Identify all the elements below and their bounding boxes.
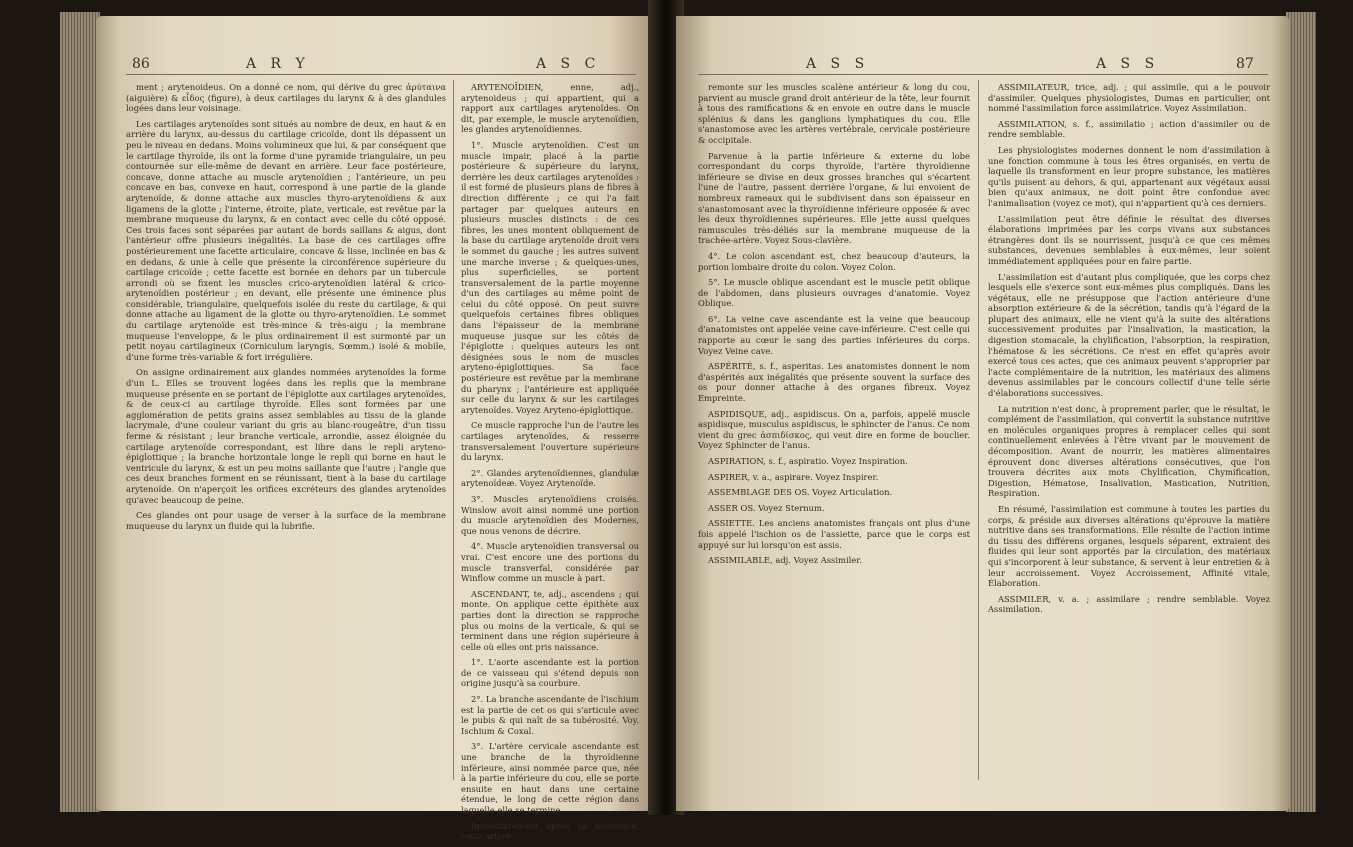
paragraph: ASCENDANT, te, adj., ascendens ; qui monte. On applique cette épithète aux parties dont la direction se rapproche plus ou moins de la verticale, & qui se terminent dans une région supérieure à celle où elles ont pris naissance. [461, 588, 639, 652]
paragraph: Immédiatement après sa naissance, cette artère [461, 820, 639, 842]
paragraph: ment ; arytenoideus. On a donné ce nom, qui dérive du grec ἀρύταινα (aiguière) & εἶδος (figure), à deux cartilages du larynx & à des glandules logées dans leur voisinage. [126, 82, 446, 114]
paragraph: En résumé, l'assimilation est commune à toutes les parties du corps, & préside aux diverses altérations qu'éprouve la matière nutritive dans ses transformations. Elle résulte de l'action intime du tissu des différens organes, lesquels séparent, extraient des fluides qui leur sont apportés par la circulation, des matériaux qui s'incorporent à leur substance, & servent à leur entretien & à leur accroissement. Voyez Accroissement, Affinité vitale, Élaboration. [988, 503, 1270, 589]
right-head-word-2: A S S [1096, 56, 1160, 72]
paragraph: Les cartilages arytenoïdes sont situés au nombre de deux, en haut & en arrière du larynx, au-dessus du cartilage cricoïde, dont ils dépassent un peu le niveau en dedans. Moins volumineux que lui, & par conséquent que le cartilage thyroïde, ils ont la forme d'une pyramide triangulaire, un peu contournée sur elle-même de devant en arrière. Leur face postérieure, concave, donne attache au muscle arytenoïdien ; l'antérieure, un peu concave en bas, convexe en haut, correspond à une partie de la glande arytenoïde, & donne attache aux muscles thyro-arytenoïdiens & aux ligamens de la glotte ; l'interne, étroite, plate, verticale, est revêtue par la membrane muqueuse du larynx, & en contact avec celle du côté opposé. Ces trois faces sont séparées par autant de bords saillans & aigus, dont l'antérieur offre plusieurs inégalités. La base de ces cartilages offre postérieurement une facette articulaire, concave & lisse, inclinée en bas & en dedans, & unie à celle que présente la circonférence supérieure du cartilage cricoïde ; cette facette est bornée en dehors par un tubercule arrondi où se fixent les muscles crico-arytenoïdien latéral & crico-arytenoïdien postérieur ; en devant, elle présente une éminence plus considérable, triangulaire, quelquefois isolée du reste du cartilage, & qui donne attache au ligament de la glotte ou thyro-arytenoïdien. Le sommet du cartilage arytenoïde est très-mince & très-aigu ; la membrane muqueuse l'enveloppe, & le plus ordinairement il est surmonté par un petit noyau cartilagineux (Corniculum laryngis, Sœmm.) isolé & mobile, d'une forme très-variable & fort irrégulière. [126, 118, 446, 362]
left-column-2 [461, 82, 639, 847]
paragraph: ARYTENOÏDIEN, enne, adj., arytenoideus ; qui appartient, qui a rapport aux cartilages arytenoïdes. On dit, par exemple, le muscle arytenoïdien, les glandes arytenoïdiennes. [461, 82, 639, 135]
paragraph: ASSIMILER, v. a. ; assimilare ; rendre semblable. Voyez Assimilation. [988, 593, 1270, 615]
paragraph: 2°. Glandes arytenoïdiennes, glandulæ arytenoïdeæ. Voyez Arytenoïde. [461, 467, 639, 489]
right-column-rule [978, 80, 979, 780]
left-page-number: 86 [132, 56, 150, 72]
paragraph: 5°. Le muscle oblique ascendant est le muscle petit oblique de l'abdomen, dans plusieurs ouvrages d'anatomie. Voyez Oblique. [698, 277, 970, 309]
paragraph: Ces glandes ont pour usage de verser à la surface de la membrane muqueuse du larynx un fluide qui la lubrifie. [126, 510, 446, 531]
left-head-word-1: A R Y [246, 56, 310, 72]
right-column-2 [988, 82, 1270, 620]
left-column-rule [453, 80, 454, 780]
paragraph: remonte sur les muscles scalène antérieur & long du cou, parvient au muscle grand droit antérieur de la tête, leur fournit à tous des ramifications & en envoie en outre dans le muscle splénius & dans les ganglions lymphatiques du cou. Elle s'anastomose avec les artères vertébrale, cervicale postérieure & occipitale. [698, 82, 970, 145]
paragraph: ASPIDISQUE, adj., aspidiscus. On a, parfois, appelé muscle aspidisque, musculus aspidiscus, le sphincter de l'anus. Ce nom vient du grec ἀσπιδίσκος, qui veut dire en forme de bouclier. Voyez Sphincter de l'anus. [698, 408, 970, 451]
paragraph: 1°. L'aorte ascendante est la portion de ce vaisseau qui s'étend depuis son origine jusqu'à sa courbure. [461, 657, 639, 689]
paragraph: Les physiologistes modernes donnent le nom d'assimilation à une fonction commune à tous les êtres organisés, en vertu de laquelle ils transforment en leur propre substance, les matières qu'ils puisent au dehors, & qui, appartenant aux végétaux aussi bien qu'aux animaux, ne doit point être confondue avec l'animalisation (voyez ce mot), qui n'appartient qu'à ces derniers. [988, 144, 1270, 208]
right-column-1 [698, 82, 970, 571]
paragraph: ASPIRER, v. a., aspirare. Voyez Inspirer. [708, 471, 879, 482]
left-column-1 [126, 82, 446, 536]
paragraph: ASSIMILATEUR, trice, adj. ; qui assimile, qui a le pouvoir d'assimiler. Quelques physiologistes, Dumas en particulier, ont nommé l'assimilation force assimilatrice. Voyez Assimilation. [988, 82, 1270, 114]
paragraph: L'assimilation peut être définie le résultat des diverses élaborations imprimées par les corps vivans aux substances étrangères dont ils se nourrissent, jusqu'à ce que ces mêmes substances, devenues semblables à eux-mêmes, leur soient immédiatement appliquées pour en faire partie. [988, 213, 1270, 266]
paragraph: 2°. La branche ascendante de l'ischium est la partie de cet os qui s'articule avec le pubis & qui naît de sa tubérosité. Voy. Ischium & Coxal. [461, 694, 639, 736]
paragraph: ASSIMILABLE, adj. Voyez Assimiler. [708, 555, 863, 566]
left-head-word-2: A S C [536, 56, 601, 72]
paragraph: Ce muscle rapproche l'un de l'autre les cartilages arytenoïdes, & resserre transversalement l'ouverture supérieure du larynx. [461, 420, 639, 463]
paragraph: 1°. Muscle arytenoïdien. C'est un muscle impair, placé à la partie postérieure & supérieure du larynx, derrière les deux cartilages arytenoïdes : il est formé de plusieurs plans de fibres à direction différente ; ce qui l'a fait partager par quelques auteurs en plusieurs muscles distincts : de ces fibres, les unes montent obliquement de la base du cartilage arytenoïde droit vers le sommet du gauche ; les autres suivent une marche inverse ; & quelques-unes, plus superficielles, se portent transversalement de la partie moyenne d'un des cartilages au même point de celui du côté opposé. On peut suivre quelquefois certaines fibres obliques dans l'épaisseur de la membrane muqueuse jusque sur les côtés de l'épiglotte : quelques auteurs les ont désignées sous le nom de muscles aryteno-épiglottiques. Sa face postérieure est revêtue par la membrane du pharynx ; l'antérieure est appliquée sur celle du larynx & sur les cartilages arytenoïdes. Voyez Aryteno-épiglottique. [461, 139, 639, 415]
paragraph: ASSIETTE. Les anciens anatomistes français ont plus d'une fois appelé l'ischion os de l'assiette, parce que le corps est appuyé sur lui lorsqu'on est assis. [698, 518, 970, 550]
left-head-rule [126, 74, 636, 75]
paragraph: ASPÉRITÉ, s. f., asperitas. Les anatomistes donnent le nom d'aspérités aux inégalités que présente souvent la surface des os pour donner attache à des organes fibreux. Voyez Empreinte. [698, 361, 970, 404]
paragraph: ASSER OS. Voyez Sternum. [708, 502, 825, 513]
right-page-number: 87 [1236, 56, 1254, 72]
paragraph: ASPIRATION, s. f., aspiratio. Voyez Inspiration. [708, 456, 908, 466]
paragraph: 4°. Le colon ascendant est, chez beaucoup d'auteurs, la portion lombaire droite du colon. Voyez Colon. [698, 250, 970, 272]
paragraph: L'assimilation est d'autant plus compliquée, que les corps chez lesquels elle s'exerce sont eux-mêmes plus compliqués. Dans les végétaux, elle ne présuppose que l'action antérieure d'une absorption extérieure & de la sécrétion, tandis qu'à l'égard de la plupart des animaux, elle ne vient qu'à la suite des altérations successivement produites par l'insalivation, la mastication, la digestion stomacale, la chylification, l'absorption, la respiration, l'hématose & les sécrétions. Ce n'est en effet qu'après avoir exercé tous ces actes, que ces animaux peuvent s'approprier par l'acte complémentaire de la nutrition, les matériaux des alimens devenus assimilables par le concours collectif d'une telle série d'élaborations successives. [988, 271, 1270, 399]
right-head-rule [698, 74, 1268, 75]
paragraph: ASSEMBLAGE DES OS. Voyez Articulation. [708, 487, 893, 498]
right-page-edges [1286, 12, 1316, 812]
paragraph: 3°. L'artère cervicale ascendante est une branche de la thyroïdienne inférieure, ainsi nommée parce que, née à la partie inférieure du cou, elle se porte ensuite en haut dans une certaine étendue, le long de cette région dans laquelle elle se termine. [461, 741, 639, 815]
paragraph: 3°. Muscles arytenoïdiens croisés. Winslow avoit ainsi nommé une portion du muscle arytenoïdien des Modernes, que nous venons de décrire. [461, 493, 639, 536]
paragraph: 6°. La veine cave ascendante est la veine que beaucoup d'anatomistes ont appelée veine cave-inférieure. C'est celle qui rapporte au cœur le sang des parties inférieures du corps. Voyez Veine cave. [698, 313, 970, 356]
paragraph: On assigne ordinairement aux glandes nommées arytenoïdes la forme d'un L. Elles se trouvent logées dans les replis que la membrane muqueuse présente en se portant de l'épiglotte aux cartilages arytenoïdes, & de ceux-ci au cartilage thyroïde. Elles sont formées par une agglomération de petits grains assez semblables au tissu de la glande lacrymale, d'une couleur variant du gris au blanc-rougeâtre, d'un tissu ferme & résistant ; leur branche verticale, arrondie, assez éloignée du cartilage arytenoïde correspondant, est libre dans le repli aryteno-épiglottique ; la branche horizontale longe le repli qui borne en haut le ventricule du larynx, & est un peu moins saillante que l'autre ; l'angle que ces deux branches forment en se réunissant, tient à la base du cartilage arytenoïde. On n'aperçoit les orifices excréteurs des glandes arytenoïdes qu'avec beaucoup de peine. [126, 367, 446, 505]
paragraph: ASSIMILATION, s. f., assimilatio ; action d'assimiler ou de rendre semblable. [988, 118, 1270, 140]
paragraph: 4°. Muscle arytenoïdien transversal ou vrai. C'est encore une des portions du muscle transverfal, considérée par Winflow comme un muscle à part. [461, 541, 639, 584]
left-page [96, 16, 654, 842]
right-head-word-1: A S S [806, 56, 870, 72]
left-page-edges [60, 12, 100, 812]
paragraph: Parvenue à la partie inférieure & externe du lobe correspondant du corps thyroïde, l'artère thyroïdienne inférieure se divise en deux grosses branches qui s'écartent l'une de l'autre, passent derrière l'organe, & lui envoient de nombreux rameaux qui le subdivisent dans son épaisseur en s'anastomosant avec la thyroïdienne inférieure opposée & avec les deux thyroïdiennes supérieures. Elle jette aussi quelques ramuscules très-déliés sur la membrane muqueuse de la trachée-artère. Voyez Sous-clavière. [698, 150, 970, 246]
right-page [676, 16, 1290, 811]
paragraph: La nutrition n'est donc, à proprement parler, que le résultat, le complément de l'assimilation, qui convertit la substance nutritive en molécules organiques propres à remplacer celles qui sont continuellement enlevées à l'être vivant par le mouvement de décomposition. Avant de nourrir, les matières alimentaires éprouvent donc diverses altérations consécutives, que l'on trouvera décrites aux mots Chylification, Chymification, Digestion, Hématose, Insalivation, Mastication, Nutrition, Respiration. [988, 403, 1270, 499]
